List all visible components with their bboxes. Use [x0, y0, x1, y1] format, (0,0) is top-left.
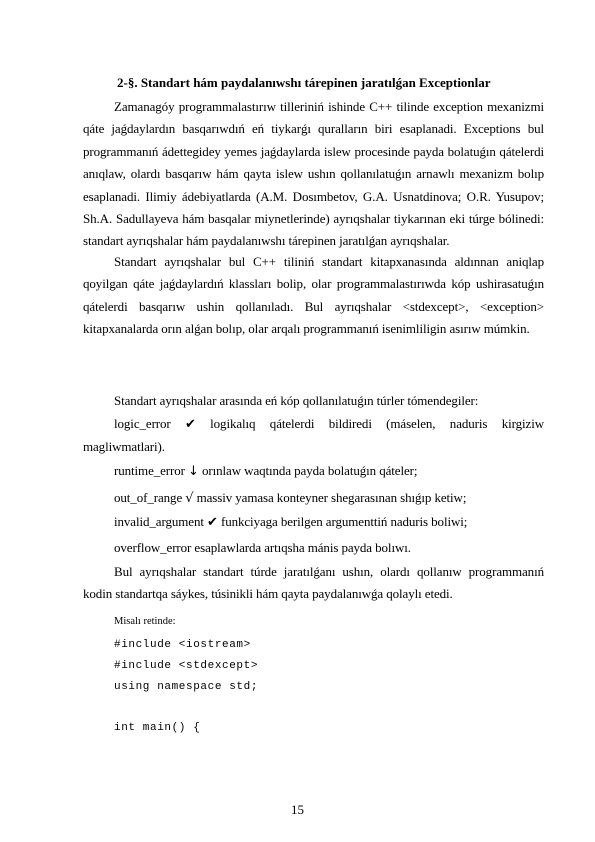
paragraph-intro: Zamanagóy programmalastırıw tilleriniń ishinde C++ tilinde exception mexanizmi qáte jaǵdaylardın basqarıwdıń eń tiykarǵı quralların biri esaplanadi. Exceptions bul programmanıń ádettegidey yemes jaǵdaylarda islew procesinde payda bolatuǵın qátelerdi anıqlaw, olardı basqarıw hám qayta islew ushın qollanılatuǵın arnawlı mexanizm bolıp esaplanadi. Ilimiy ádebiyatlarda (A.M. Dosımbetov, G.A. Usnatdinova; O.R. Yusupov; Sh.A. Sadullayeva hám basqalar miynetlerinde) ayrıqshalar tiykarınan eki túrge bólinedi: standart ayrıqshalar hám paydalanıwshı tárepinen jaratılǵan ayrıqshalar. — [83, 99, 544, 249]
list-item-text: invalid_argument — [114, 514, 208, 529]
section-heading: 2-§. Standart hám paydalanıwshı tárepinen jaratılǵan Exceptionlar — [117, 75, 491, 90]
down-arrow-icon: ↓ — [188, 464, 199, 479]
heavy-check-mark-icon: ✔ — [185, 417, 196, 432]
list-item-text: logic_error — [114, 416, 185, 431]
list-item-text: orınlaw waqtında payda bolatuǵın qáteler; — [198, 463, 418, 478]
paragraph-standard-exceptions: Standart ayrıqshalar bul C++ tiliniń standart kitapxanasında aldınnan aniqlap qoyilgan qáte jaǵdaylardıń klassları bolip, olar programmalastırıwda kóp ushirasatuǵın qátelerdi basqarıw ushin qollanıladı. Bul ayrıqshalar <stdexcept>, <exception> kitapxanalarda orın alǵan bolıp, olar arqalı programmanıń isenimliligin asırıw múmkin. — [83, 254, 544, 337]
list-item-text: funkciyaga berilgen argumenttiń naduris boliwi; — [217, 514, 468, 529]
square-root-icon: √ — [185, 491, 194, 506]
list-item-logic-error — [83, 413, 544, 459]
list-item-text: out_of_range — [114, 490, 186, 505]
example-label: Misalı retinde: — [114, 616, 176, 627]
code-line: #include <stdexcept> — [114, 660, 259, 672]
list-item-out-of-range — [83, 487, 544, 510]
list-item-invalid-argument — [83, 511, 544, 534]
paragraph-summary: Bul ayrıqshalar standart túrde jaratılǵanı ushın, olardı qollanıw programmanıń kodin standartqa sáykes, túsinikli hám qayta paydalanıwǵa qolaylı etedi. — [83, 564, 544, 602]
code-line: using namespace std; — [114, 681, 259, 693]
heavy-check-mark-icon: ✔ — [207, 515, 218, 530]
code-line: #include <iostream> — [114, 639, 251, 651]
list-item-text: massiv yamasa konteyner shegarasınan shıǵıp ketiw; — [193, 490, 467, 505]
paragraph-list-intro: Standart ayrıqshalar arasında eń kóp qollanılatuǵın túrler tómendegiler: — [114, 393, 479, 408]
list-item-text: runtime_error — [114, 463, 189, 478]
list-item-overflow-error: overflow_error esaplawlarda artıqsha mánis payda bolıwı. — [114, 540, 411, 555]
list-item-runtime-error — [83, 460, 544, 483]
list-item-text: logikalıq qátelerdi bildiredi (máselen, naduris kirgiziw magliwmatlari). — [83, 416, 544, 455]
page-number: 15 — [291, 802, 304, 817]
code-line: int main() { — [114, 722, 201, 734]
